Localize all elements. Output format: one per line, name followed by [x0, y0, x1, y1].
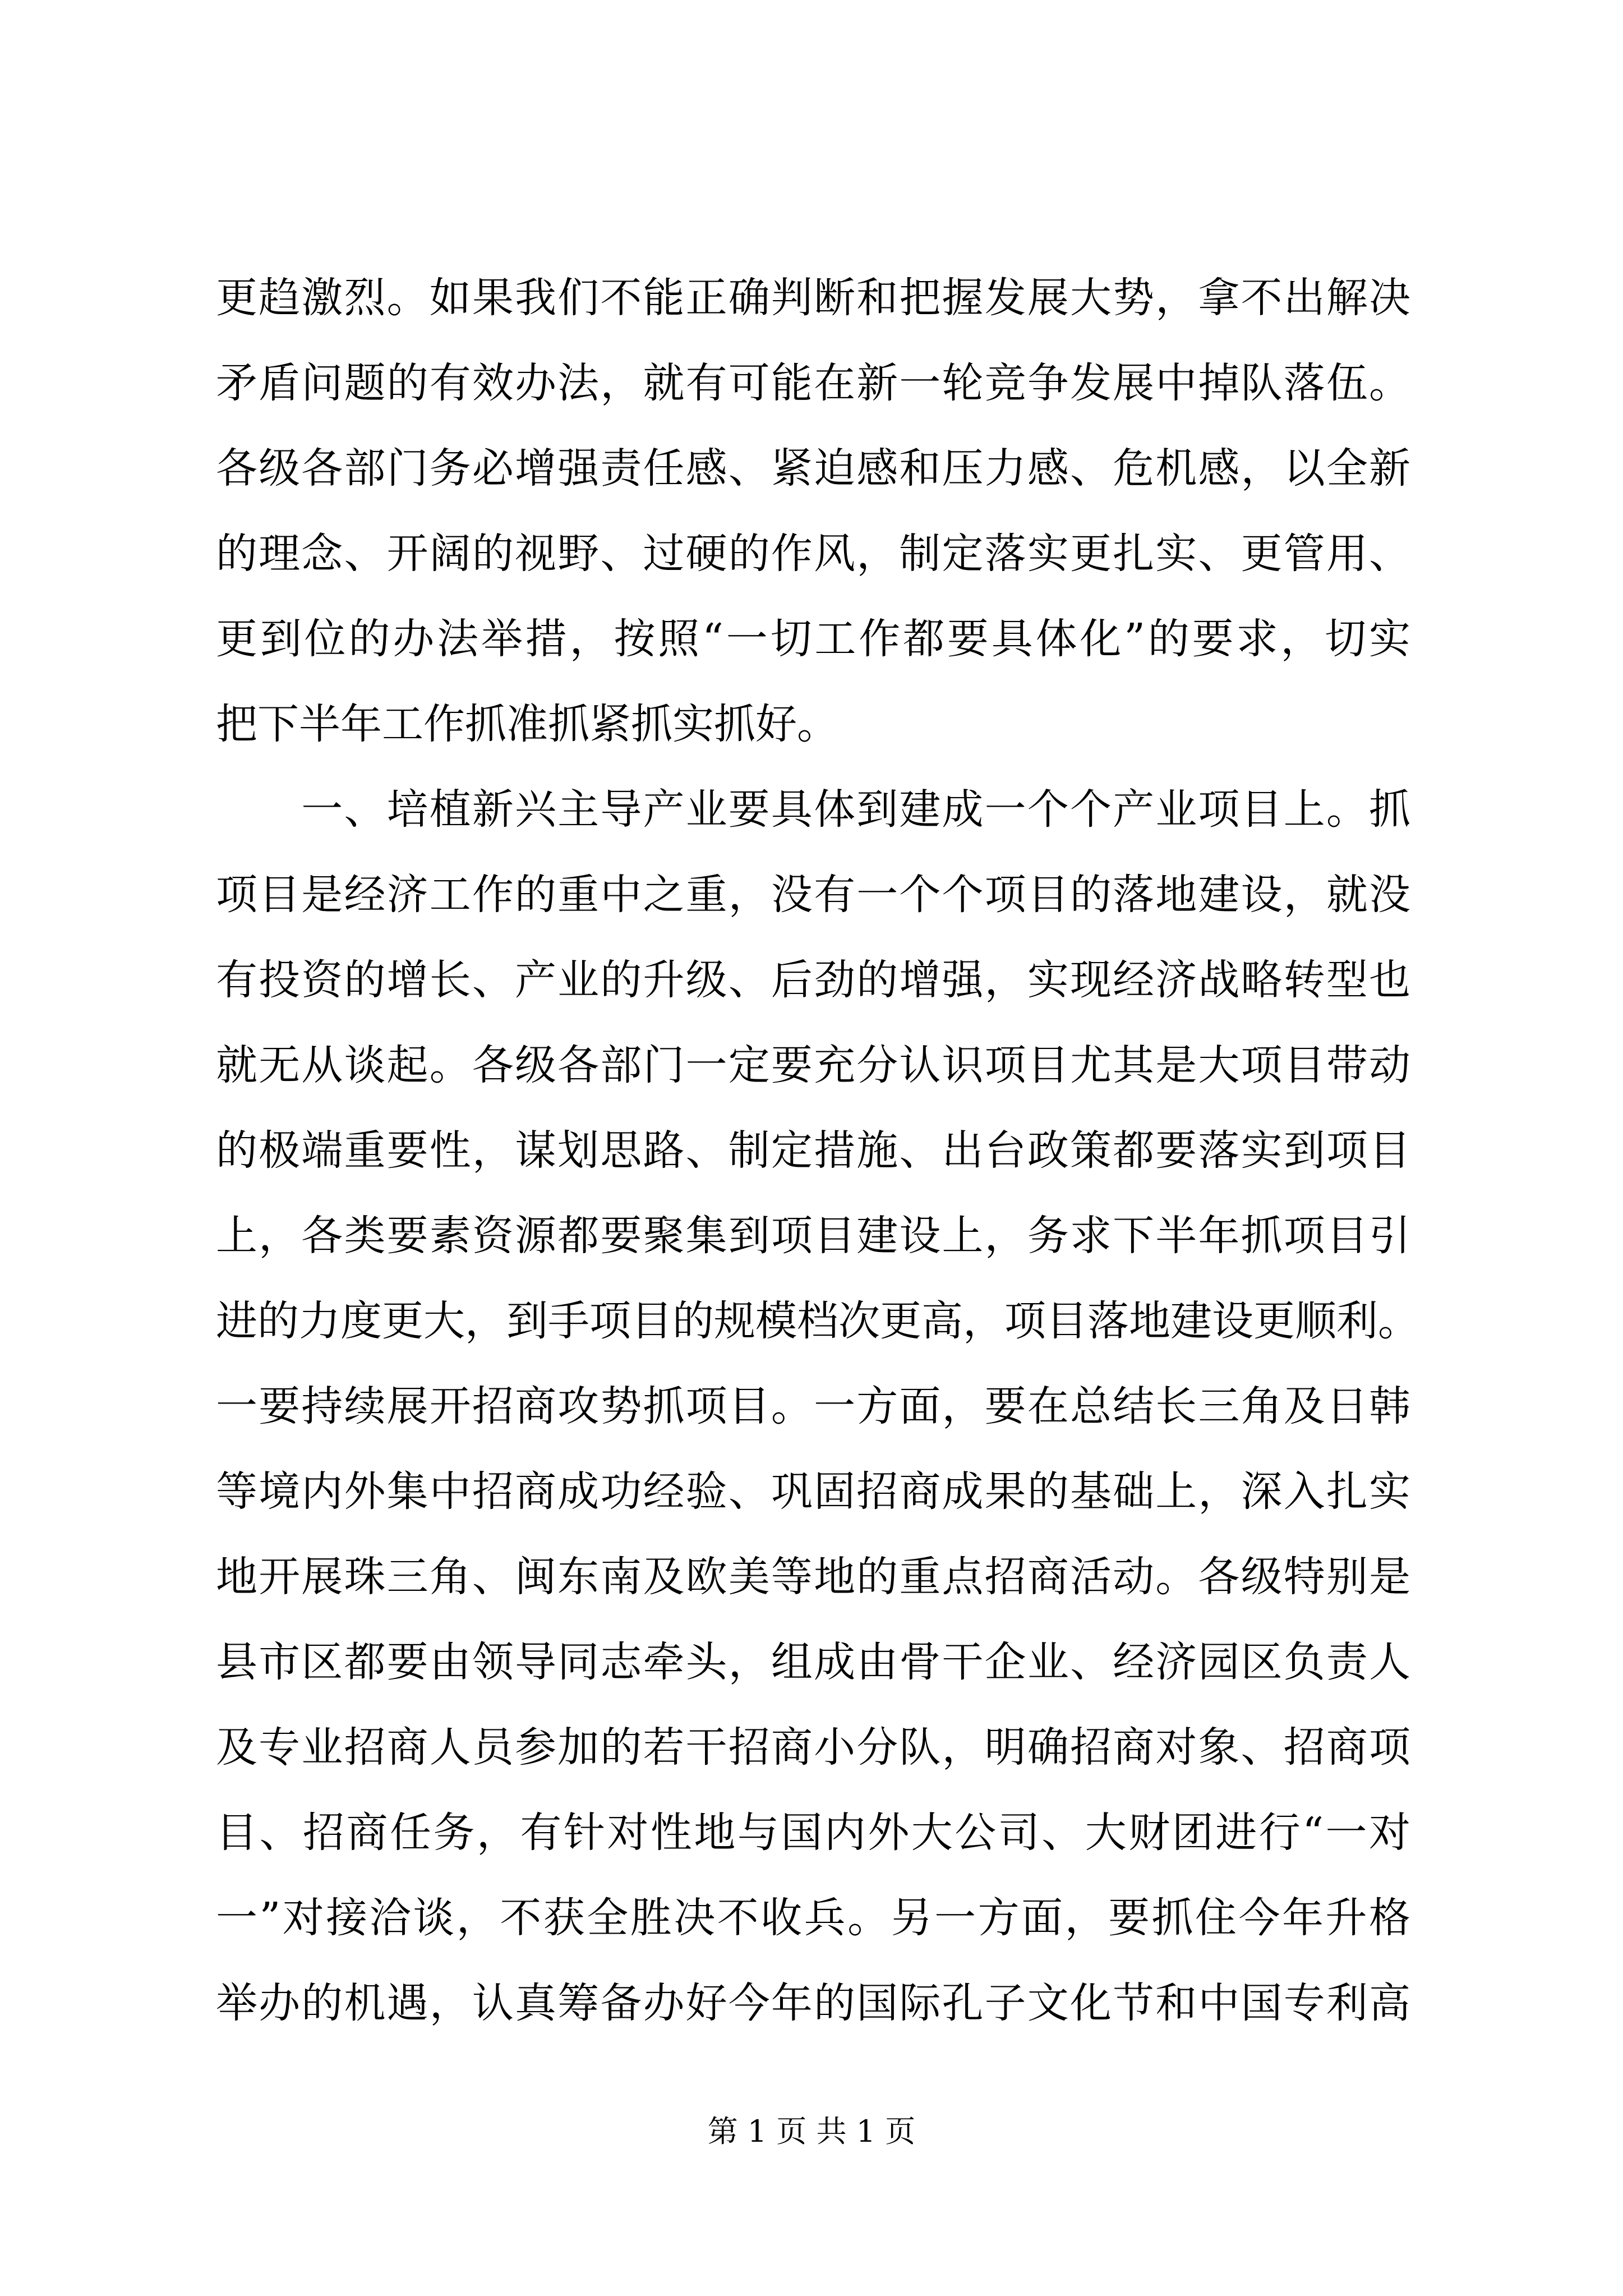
text-line: 矛盾问题的有效办法，就有可能在新一轮竞争发展中掉队落伍。	[216, 359, 1410, 407]
text-line: 等境内外集中招商成功经验、巩固招商成果的基础上，深入扎实	[216, 1467, 1410, 1516]
text-line: 各级各部门务必增强责任感、紧迫感和压力感、危机感，以全新	[216, 444, 1410, 493]
text-line: 举办的机遇，认真筹备办好今年的国际孔子文化节和中国专利高	[216, 1979, 1410, 2027]
text-line: 县市区都要由领导同志牵头，组成由骨干企业、经济园区负责人	[216, 1638, 1410, 1686]
text-line: 的极端重要性，谋划思路、制定措施、出台政策都要落实到项目	[216, 1126, 1410, 1175]
text-line: 上，各类要素资源都要聚集到项目建设上，务求下半年抓项目引	[216, 1212, 1410, 1260]
text-line: 一要持续展开招商攻势抓项目。一方面，要在总结长三角及日韩	[216, 1382, 1410, 1430]
body-text	[216, 255, 1419, 2046]
text-line: 就无从谈起。各级各部门一定要充分认识项目尤其是大项目带动	[216, 1041, 1410, 1089]
text-line: 的理念、开阔的视野、过硬的作风，制定落实更扎实、更管用、	[216, 530, 1410, 578]
text-line: 有投资的增长、产业的升级、后劲的增强，实现经济战略转型也	[216, 956, 1410, 1004]
text-line: 更趋激烈。如果我们不能正确判断和把握发展大势，拿不出解决	[216, 274, 1410, 322]
text-line: 及专业招商人员参加的若干招商小分队，明确招商对象、招商项	[216, 1723, 1410, 1772]
text-line: 目、招商任务，有针对性地与国内外大公司、大财团进行“一对	[216, 1809, 1410, 1857]
text-line: 一”对接洽谈，不获全胜决不收兵。另一方面，要抓住今年升格	[216, 1894, 1410, 1942]
page-number-footer: 第 1 页 共 1 页	[707, 2114, 916, 2149]
text-line: 更到位的办法举措，按照“一切工作都要具体化”的要求，切实	[216, 615, 1410, 663]
text-line: 地开展珠三角、闽东南及欧美等地的重点招商活动。各级特别是	[216, 1553, 1410, 1601]
text-line: 项目是经济工作的重中之重，没有一个个项目的落地建设，就没	[216, 871, 1410, 919]
text-line: 把下半年工作抓准抓紧抓实抓好。	[216, 700, 838, 748]
text-line: 一、培植新兴主导产业要具体到建成一个个产业项目上。抓	[216, 785, 1410, 834]
text-line: 进的力度更大，到手项目的规模档次更高，项目落地建设更顺利。	[216, 1297, 1419, 1345]
